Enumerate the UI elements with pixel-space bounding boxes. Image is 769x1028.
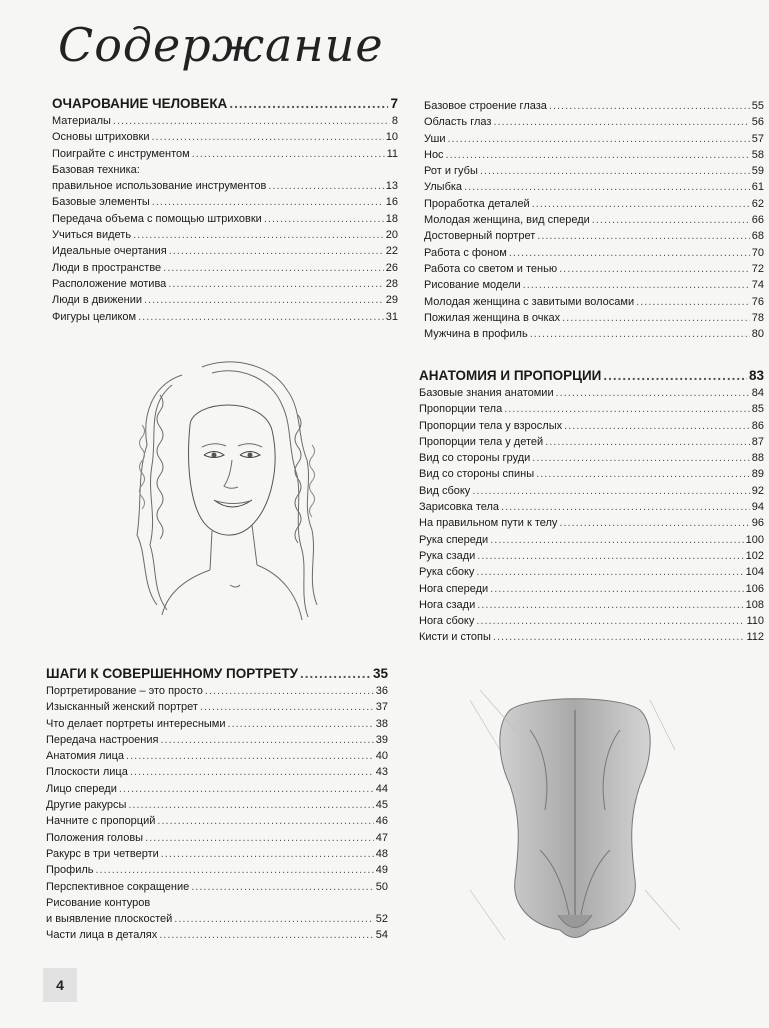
toc-dot-leader: [562, 310, 750, 326]
toc-dot-leader: [532, 196, 750, 212]
toc-entry-title: правильное использование инструментов: [52, 180, 267, 193]
toc-page-number: 13: [385, 180, 398, 193]
toc-page-number: 18: [385, 212, 398, 225]
toc-page-number: 54: [375, 929, 388, 942]
toc-entry: [419, 418, 764, 434]
toc-dot-leader: [229, 95, 388, 113]
toc-page-number: 57: [751, 132, 764, 145]
toc-entry-title: Люди в пространстве: [52, 261, 162, 274]
toc-dot-leader: [157, 813, 373, 829]
toc-page-number: 40: [375, 750, 388, 763]
toc-dot-leader: [545, 434, 750, 450]
toc-dot-leader: [268, 178, 383, 194]
toc-entry-title: Вид сбоку: [419, 484, 471, 497]
toc-dot-leader: [119, 781, 374, 797]
toc-section-heading: [419, 367, 764, 385]
toc-entry: [424, 179, 764, 195]
toc-page-number: 28: [385, 277, 398, 290]
toc-dot-leader: [138, 309, 384, 325]
toc-dot-leader: [559, 515, 749, 531]
toc-dot-leader: [477, 597, 743, 613]
toc-entry-title: Анатомия лица: [46, 750, 125, 763]
toc-entry: [424, 196, 764, 212]
toc-page-number: 66: [751, 214, 764, 227]
toc-dot-leader: [205, 683, 374, 699]
toc-entry: [424, 147, 764, 163]
toc-entry-title: Люди в движении: [52, 294, 142, 307]
toc-entry: [419, 548, 764, 564]
toc-dot-leader: [493, 629, 745, 645]
toc-entry: [46, 846, 388, 862]
toc-entry: [46, 911, 388, 927]
toc-dot-leader: [144, 292, 384, 308]
toc-page-number: 104: [745, 566, 764, 579]
toc-dot-leader: [160, 732, 373, 748]
toc-dot-leader: [472, 483, 749, 499]
toc-dot-leader: [96, 862, 374, 878]
toc-entry-title: Расположение мотива: [52, 277, 167, 290]
toc-page-number: 100: [745, 533, 764, 546]
page-title: Содержание: [58, 18, 384, 72]
toc-entry: [419, 581, 764, 597]
toc-entry-title: Ракурс в три четверти: [46, 847, 159, 860]
toc-entry: [424, 131, 764, 147]
toc-dot-leader: [477, 548, 743, 564]
toc-page-number: 61: [751, 181, 764, 194]
toc-entry-title: Учиться видеть: [52, 229, 132, 242]
toc-page-number: 11: [386, 147, 398, 160]
toc-page-number: 48: [375, 847, 388, 860]
toc-dot-leader: [113, 113, 390, 129]
toc-page-number: 49: [375, 864, 388, 877]
toc-page-number: 78: [751, 311, 764, 324]
toc-dot-leader: [523, 277, 750, 293]
toc-list-left-top: [52, 95, 398, 325]
toc-page-number: 55: [751, 100, 764, 112]
toc-entry-title: Портретирование – это просто: [46, 685, 203, 697]
toc-page-number: 62: [751, 197, 764, 210]
toc-entry: [419, 515, 764, 531]
toc-entry: [424, 294, 764, 310]
toc-entry: [52, 227, 398, 243]
toc-list-right-top: [424, 98, 764, 342]
toc-dot-leader: [592, 212, 750, 228]
toc-entry: [424, 212, 764, 228]
toc-entry-title: Части лица в деталях: [46, 929, 158, 942]
toc-entry-title: Базовые знания анатомии: [419, 387, 554, 399]
toc-dot-leader: [636, 294, 750, 310]
toc-page-number: 46: [375, 815, 388, 828]
toc-dot-leader: [480, 163, 750, 179]
toc-dot-leader: [476, 613, 744, 629]
toc-page-number: 29: [385, 294, 398, 307]
toc-entry: [419, 466, 764, 482]
toc-entry: [424, 310, 764, 326]
toc-entry: [419, 434, 764, 450]
toc-page-number: 72: [751, 262, 764, 275]
toc-entry-title: Работа со светом и тенью: [424, 262, 558, 275]
toc-section-heading: [52, 95, 398, 113]
toc-dot-leader: [493, 114, 749, 130]
toc-entry: [46, 699, 388, 715]
toc-entry: [46, 683, 388, 699]
toc-entry-title: Изысканный женский портрет: [46, 701, 198, 714]
toc-entry: [46, 716, 388, 732]
toc-page-number: 83: [748, 368, 764, 383]
toc-entry: [46, 879, 388, 895]
toc-page-number: 20: [385, 229, 398, 242]
toc-entry-title: Достоверный портрет: [424, 230, 536, 243]
toc-page-number: 87: [751, 435, 764, 448]
toc-page-number: 44: [375, 782, 388, 795]
toc-dot-leader: [537, 228, 749, 244]
toc-entry-title: Вид со стороны спины: [419, 468, 535, 481]
toc-entry: [424, 277, 764, 293]
toc-entry-title: На правильном пути к телу: [419, 517, 558, 530]
toc-page-number: 110: [746, 615, 764, 628]
toc-entry-title: Базовое строение глаза: [424, 100, 547, 112]
toc-entry: [46, 830, 388, 846]
toc-entry: [424, 114, 764, 130]
toc-entry: [52, 178, 398, 194]
toc-entry-title: ШАГИ К СОВЕРШЕННОМУ ПОРТРЕТУ: [46, 666, 298, 681]
toc-entry-title: Базовые элементы: [52, 196, 150, 209]
toc-page-number: 7: [390, 96, 398, 111]
toc-entry-title: Начните с пропорций: [46, 815, 156, 828]
toc-entry: [52, 276, 398, 292]
toc-page-number: 86: [751, 419, 764, 432]
toc-dot-leader: [559, 261, 750, 277]
toc-page-number: 58: [751, 148, 764, 161]
toc-entry: [52, 129, 398, 145]
toc-entry: [419, 629, 764, 645]
toc-dot-leader: [564, 418, 750, 434]
toc-entry: [419, 385, 764, 401]
toc-entry-title: Рука сзади: [419, 549, 476, 562]
toc-dot-leader: [200, 699, 374, 715]
toc-dot-leader: [228, 716, 374, 732]
toc-entry: [52, 162, 398, 178]
toc-entry: [419, 597, 764, 613]
toc-page-number: 43: [375, 766, 388, 779]
toc-entry: [52, 194, 398, 210]
toc-entry: [52, 146, 398, 162]
toc-entry-title: Поиграйте с инструментом: [52, 147, 190, 160]
toc-list-left-bottom: [46, 665, 388, 944]
toc-page-number: 76: [751, 295, 764, 308]
toc-entry: [46, 927, 388, 943]
toc-entry: [419, 499, 764, 515]
toc-dot-leader: [530, 326, 750, 342]
toc-entry-title: Нога сбоку: [419, 615, 475, 628]
toc-dot-leader: [163, 260, 384, 276]
toc-page-number: 39: [375, 733, 388, 746]
toc-dot-leader: [128, 797, 373, 813]
toc-entry-title: Идеальные очертания: [52, 245, 167, 258]
toc-entry: [46, 732, 388, 748]
toc-list-right-bottom: [419, 367, 764, 646]
toc-dot-leader: [159, 927, 374, 943]
toc-page-number: 80: [751, 328, 764, 341]
toc-entry-title: Мужчина в профиль: [424, 328, 528, 341]
toc-entry-title: Молодая женщина с завитыми волосами: [424, 295, 635, 308]
toc-entry: [52, 292, 398, 308]
toc-entry: [52, 113, 398, 129]
toc-entry-title: Плоскости лица: [46, 766, 128, 779]
toc-entry: [424, 163, 764, 179]
toc-entry: [419, 401, 764, 417]
toc-page-number: 106: [745, 582, 764, 595]
toc-entry: [419, 483, 764, 499]
toc-dot-leader: [490, 581, 744, 597]
toc-entry: [52, 243, 398, 259]
toc-entry-title: Основы штриховки: [52, 131, 150, 144]
toc-entry-title: Профиль: [46, 864, 94, 877]
toc-page-number: 10: [385, 131, 398, 144]
toc-entry: [424, 326, 764, 342]
toc-dot-leader: [556, 385, 750, 401]
toc-entry-title: Фигуры целиком: [52, 310, 137, 323]
toc-page-number: 22: [385, 245, 398, 258]
toc-dot-leader: [490, 532, 743, 548]
toc-entry-title: Рука сбоку: [419, 566, 475, 579]
toc-dot-leader: [446, 147, 750, 163]
toc-dot-leader: [532, 450, 749, 466]
toc-entry-title: Пропорции тела: [419, 403, 503, 416]
toc-entry-title: ОЧАРОВАНИЕ ЧЕЛОВЕКА: [52, 96, 228, 111]
toc-page-number: 102: [745, 549, 764, 562]
toc-entry: [46, 813, 388, 829]
toc-entry-title: Нога спереди: [419, 582, 489, 595]
toc-page-number: 36: [375, 685, 388, 697]
toc-page-number: 96: [751, 517, 764, 530]
toc-entry-title: Пожилая женщина в очках: [424, 311, 561, 324]
toc-page-number: 108: [745, 598, 764, 611]
toc-entry: [46, 797, 388, 813]
toc-page-number: 94: [751, 501, 764, 514]
toc-dot-leader: [168, 276, 383, 292]
toc-entry: [52, 309, 398, 325]
toc-dot-leader: [169, 243, 384, 259]
toc-entry-title: Другие ракурсы: [46, 799, 127, 812]
toc-page-number: 16: [385, 196, 398, 209]
toc-entry-title: Работа с фоном: [424, 246, 507, 259]
toc-page-number: 26: [385, 261, 398, 274]
toc-entry-title: Передача настроения: [46, 733, 159, 746]
toc-entry-title: Рот и губы: [424, 165, 478, 178]
toc-entry-title: и выявление плоскостей: [46, 913, 173, 926]
toc-dot-leader: [161, 846, 374, 862]
toc-dot-leader: [126, 748, 374, 764]
toc-entry: [419, 564, 764, 580]
toc-dot-leader: [476, 564, 743, 580]
toc-page-number: 85: [751, 403, 764, 416]
toc-page-number: 37: [375, 701, 388, 714]
toc-dot-leader: [130, 764, 374, 780]
toc-entry-title: Область глаз: [424, 116, 492, 129]
toc-dot-leader: [300, 665, 371, 683]
toc-dot-leader: [549, 98, 750, 114]
toc-dot-leader: [536, 466, 750, 482]
toc-page-number: 89: [751, 468, 764, 481]
toc-page-number: 70: [751, 246, 764, 259]
toc-entry: [52, 211, 398, 227]
toc-entry: [424, 261, 764, 277]
toc-entry-title: Что делает портреты интересными: [46, 717, 226, 730]
toc-entry-title: Пропорции тела у взрослых: [419, 419, 563, 432]
toc-entry: [424, 245, 764, 261]
toc-dot-leader: [145, 830, 374, 846]
toc-entry-title: АНАТОМИЯ И ПРОПОРЦИИ: [419, 368, 602, 383]
toc-page-number: 59: [751, 165, 764, 178]
toc-entry-title: Рисование модели: [424, 279, 521, 292]
toc-entry: [46, 748, 388, 764]
toc-entry: [419, 532, 764, 548]
toc-entry-title: Нога сзади: [419, 598, 476, 611]
toc-entry-title: Перспективное сокращение: [46, 880, 190, 893]
toc-entry: [46, 895, 388, 911]
toc-entry-title: Вид со стороны груди: [419, 452, 531, 465]
toc-entry-title: Положения головы: [46, 831, 144, 844]
toc-page-number: 74: [751, 279, 764, 292]
toc-dot-leader: [509, 245, 750, 261]
toc-page-number: 56: [751, 116, 764, 129]
toc-page-number: 112: [746, 631, 764, 644]
toc-entry-title: Передача объема с помощью штриховки: [52, 212, 262, 225]
toc-page-number: 68: [751, 230, 764, 243]
toc-entry: [46, 764, 388, 780]
toc-entry-title: Улыбка: [424, 181, 463, 194]
toc-page-number: 88: [751, 452, 764, 465]
toc-entry-title: Молодая женщина, вид спереди: [424, 214, 590, 227]
toc-entry: [52, 260, 398, 276]
toc-page-number: 45: [375, 799, 388, 812]
toc-page-number: 8: [391, 115, 398, 127]
toc-dot-leader: [504, 401, 750, 417]
toc-dot-leader: [192, 146, 385, 162]
toc-page-number: 52: [375, 913, 388, 926]
toc-entry-title: Зарисовка тела: [419, 501, 500, 514]
toc-page-number: 84: [751, 387, 764, 399]
toc-entry-title: Уши: [424, 132, 446, 145]
toc-entry-title: Нос: [424, 148, 444, 161]
toc-dot-leader: [464, 179, 750, 195]
toc-entry-title: Лицо спереди: [46, 782, 117, 795]
toc-page-number: 50: [375, 880, 388, 893]
toc-entry-title: Рисование контуров: [46, 896, 151, 909]
toc-dot-leader: [603, 367, 747, 385]
toc-dot-leader: [501, 499, 750, 515]
toc-entry-title: Базовая техника:: [52, 163, 140, 176]
toc-entry: [424, 98, 764, 114]
torso-back-anatomy-illustration: [470, 690, 680, 965]
toc-dot-leader: [191, 879, 374, 895]
toc-entry: [419, 450, 764, 466]
toc-entry-title: Рука спереди: [419, 533, 489, 546]
toc-dot-leader: [133, 227, 384, 243]
toc-entry: [46, 781, 388, 797]
toc-dot-leader: [152, 194, 384, 210]
toc-page-number: 35: [372, 666, 388, 681]
toc-entry-title: Материалы: [52, 115, 111, 127]
toc-entry-title: Пропорции тела у детей: [419, 435, 544, 448]
toc-page-number: 38: [375, 717, 388, 730]
toc-page-number: 92: [751, 484, 764, 497]
page-number-badge: 4: [43, 968, 77, 1002]
toc-entry: [46, 862, 388, 878]
toc-entry-title: Кисти и стопы: [419, 631, 491, 644]
toc-entry: [424, 228, 764, 244]
toc-page-number: 31: [385, 310, 398, 323]
toc-section-heading: [46, 665, 388, 683]
toc-dot-leader: [174, 911, 373, 927]
toc-dot-leader: [151, 129, 383, 145]
toc-dot-leader: [264, 211, 384, 227]
toc-entry-title: Проработка деталей: [424, 197, 530, 210]
portrait-sketch-illustration: [112, 355, 342, 655]
toc-dot-leader: [447, 131, 749, 147]
toc-page-number: 47: [375, 831, 388, 844]
toc-entry: [419, 613, 764, 629]
